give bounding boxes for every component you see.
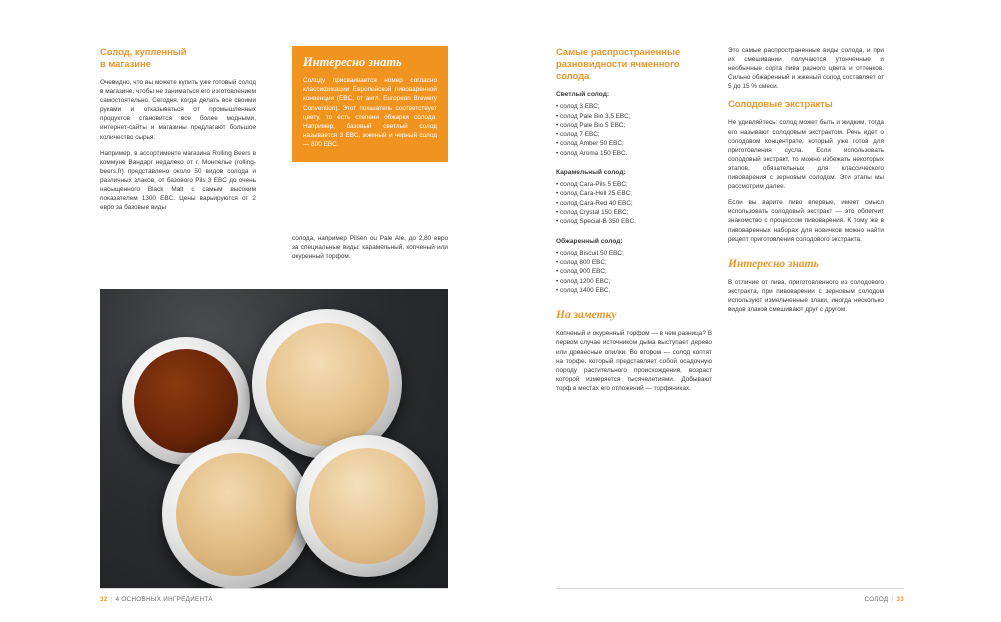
list-item: • солод 1200 EBC; — [556, 277, 611, 285]
column-three-heading-line3: солода — [556, 70, 590, 81]
caramel-malt-group-title: Карамельный солод: — [556, 168, 626, 176]
light-malt-group-title: Светлый солод: — [556, 91, 610, 98]
column-three-heading-line1: Самые распространенные — [556, 46, 681, 57]
list-item: • солод Special-B 350 EBC. — [556, 218, 636, 226]
column-three-note — [556, 309, 712, 393]
list-item: • солод 1400 EBC. — [556, 287, 611, 295]
footer-rule-right — [556, 588, 904, 589]
list-item: • солод Biscuit 50 EBC; — [556, 249, 624, 257]
column-four-note-title: Интересно знать — [728, 257, 819, 270]
right-page-number: 33 — [896, 596, 904, 603]
bowl-contents — [176, 453, 299, 576]
column-four-heading: Солодовые экстракты — [728, 98, 833, 110]
list-item: • солод Cara-Hell 25 EBC; — [556, 190, 632, 198]
column-one — [100, 46, 256, 219]
bowl-contents — [266, 323, 389, 446]
column-one-heading-line2: в магазине — [100, 58, 151, 69]
column-two-continuation — [292, 234, 448, 261]
bowl-contents — [134, 349, 239, 454]
roasted-malt-group-title: Обжаренный солод: — [556, 237, 623, 245]
column-four-note — [728, 258, 884, 314]
list-item: • солод Amber 50 EBC; — [556, 140, 624, 148]
column-one-paragraph-1: Очевидно, что вы можете купить уже готовый солод в магазине, чтобы не заниматься его изготовлением самостоятельно. Сегодня, когда делать все своими руками и отказываться от промышленных продуктов становится все более модными, интернет-сайты и магазины предлагают большое количество сырья. — [100, 79, 256, 141]
column-four-note-body: В отличие от пива, приготовленного из солодового экстракта, при пивоварении с зерновым солодом используют измельченные злаки, иногда несколько видов злаков смешивают друг с другом. — [728, 278, 884, 313]
callout-body: Солоду присваивается номер согласно классификации Европейской пивоваренной конвенции (EBC, от англ. European Brewery Convention). Этот показатель соответствует цвету, то есть степени обжарки солода. Например, базовый светлый солод называется 3 EBC, жженый и черный солод — 800 EBC. — [303, 77, 437, 149]
footer-right: СОЛОД | 33 — [864, 596, 904, 603]
column-three-heading — [556, 46, 712, 82]
caramel-malt-list — [556, 180, 712, 226]
column-three-note-body: Копченый и окуренный торфом — в чем разница? В первом случае источником дыма выступает дерево или древесные опилки. Во втором — солод коптят на торфе, который представляет собой осадочную породу растительного происхождения, возраст которой измеряется тысячелетиями. Добывают торф в местах его отложений — торфяниках. — [556, 330, 712, 392]
column-four-paragraph-1: Это самые распространенные виды солода, и при их смешивании получаются утонченные и необычные сорта пива разного цвета и оттенков. Сильно обжаренный и жженый солод составляет от 5 до 15 % смеси. — [728, 47, 884, 91]
list-item: • солод Cara-Pils 5 EBC; — [556, 181, 628, 189]
list-item: • солод Pale Bio 5 EBC; — [556, 121, 626, 129]
column-four-paragraph-3: Если вы варите пиво впервые, имеет смысл использовать солодовый экстракт — это облегчит знакомство с процессом пивоварения. К тому же в пивоваренных наборах для новичков можно найти рецепт приготовления солодового экстракта. — [728, 199, 884, 243]
column-three-note-title: На заметку — [556, 309, 617, 322]
left-page-number: 32 — [100, 596, 108, 603]
column-one-heading-line1: Солод, купленный — [100, 46, 187, 57]
list-item: • солод 800 EBC; — [556, 259, 607, 267]
right-running-head: СОЛОД — [864, 596, 889, 603]
roasted-malt-list — [556, 249, 712, 295]
light-malt-list — [556, 102, 712, 158]
column-three-heading-line2: разновидности ячменного — [556, 58, 680, 69]
column-one-paragraph-2: Например, в ассортименте магазина Rolling Beers в коммуне Вандарг недалеко от г. Монпелье (rolling-beers.fr) представлено около 50 видов солода и различных злаков, от базового Pils 3 EBC до очень насыщенного Black Malt с самым высоким показателем 1300 EBC. Цены варьируются от 2 евро за базовые виды — [100, 149, 256, 212]
list-item: • солод 900 EBC; — [556, 268, 607, 276]
bowl-contents — [309, 448, 425, 564]
bowl-light-malt-left — [162, 439, 312, 589]
list-item: • солод 7 EBC; — [556, 131, 600, 139]
list-item: • солод Cara-Red 40 EBC; — [556, 199, 633, 207]
left-running-head: 4 ОСНОВНЫХ ИНГРЕДИЕНТА — [115, 596, 213, 603]
column-two-paragraph: солода, например Pilsen ou Pale Ale, до 2,80 евро за специальные виды: карамельный, копченый или окуренный торфом. — [292, 235, 448, 261]
list-item: • солод 3 EBC; — [556, 103, 600, 111]
footer-rule-left — [100, 588, 448, 589]
callout-title: Интересно знать — [303, 55, 402, 69]
list-item: • солод Aroma 150 EBC. — [556, 149, 628, 157]
list-item: • солод Pale Bio 3,5 EBC; — [556, 112, 631, 120]
column-three — [556, 46, 712, 400]
page-footer — [0, 588, 1001, 622]
bowl-light-malt-right — [296, 435, 438, 577]
footer-left: 32 | 4 ОСНОВНЫХ ИНГРЕДИЕНТА — [100, 596, 213, 603]
callout-box — [292, 46, 448, 162]
column-four — [728, 46, 884, 321]
list-item: • солод Crystal 150 EBC; — [556, 209, 629, 217]
bowls-of-malt-photo — [100, 289, 448, 589]
column-one-heading — [100, 46, 256, 70]
column-four-paragraph-2: Не удивляйтесь: солод может быть и жидким, тогда его называют солодовым экстрактом. Речь идет о солодовом концентрате, который уже готов для приготовления сусла. Если использовать солодовый экстракт, то можно избежать некоторых этапов, обязательных для классического пивоварения с зерновым солодом. Эти этапы мы рассмотрим далее. — [728, 119, 884, 191]
